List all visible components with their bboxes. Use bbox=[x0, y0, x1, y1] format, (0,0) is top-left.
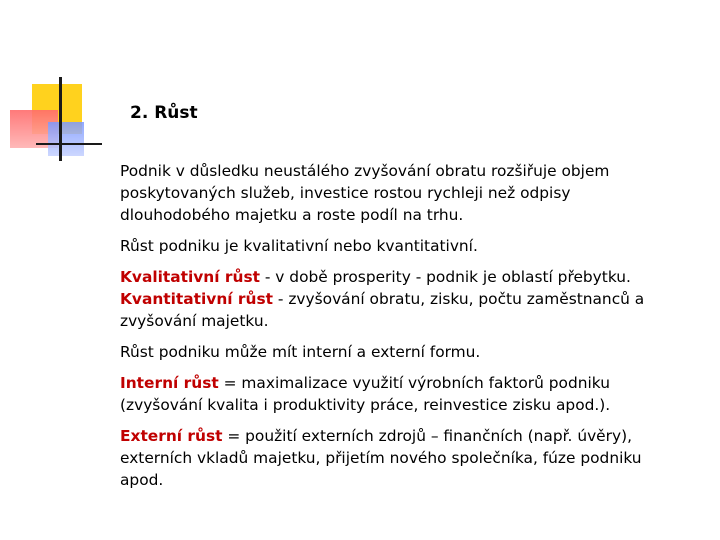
slide-title: 2. Růst bbox=[130, 103, 198, 123]
text-qualitative-growth: - v době prosperity - podnik je oblastí přebytku. bbox=[259, 268, 631, 286]
paragraph-forms: Růst podniku může mít interní a externí formu. bbox=[120, 343, 481, 361]
term-quantitative-growth: Kvantitativní růst bbox=[120, 290, 273, 308]
text-internal-growth: = maximalizace využití výrobních faktorů podniku (zvyšování kvalita i produktivity práce, reinvestice zisku apod.). bbox=[120, 374, 611, 414]
term-external-growth: Externí růst bbox=[120, 427, 223, 445]
text-external-growth: = použití externích zdrojů – finančních (např. úvěry), externích vkladů majetku, přijetím nového společníka, fúze podniku apod. bbox=[120, 427, 642, 489]
decor-blue-square bbox=[48, 122, 84, 156]
paragraph-internal-growth bbox=[120, 372, 680, 416]
paragraph-intro: Podnik v důsledku neustálého zvyšování obratu rozšiřuje objem poskytovaných služeb, investice rostou rychleji než odpisy dlouhodobého majetku a roste podíl na trhu. bbox=[120, 162, 610, 224]
paragraph-external-growth bbox=[120, 425, 680, 491]
text-quantitative-growth: - zvyšování obratu, zisku, počtu zaměstnanců a zvyšování majetku. bbox=[120, 290, 645, 330]
paragraph-qualitative-quantitative bbox=[120, 266, 680, 332]
decor-vertical-line bbox=[59, 77, 62, 161]
term-qualitative-growth: Kvalitativní růst bbox=[120, 268, 260, 286]
paragraph-growth-types: Růst podniku je kvalitativní nebo kvantitativní. bbox=[120, 237, 478, 255]
slide-content bbox=[120, 160, 680, 500]
term-internal-growth: Interní růst bbox=[120, 374, 219, 392]
decor-horizontal-line bbox=[36, 143, 102, 145]
